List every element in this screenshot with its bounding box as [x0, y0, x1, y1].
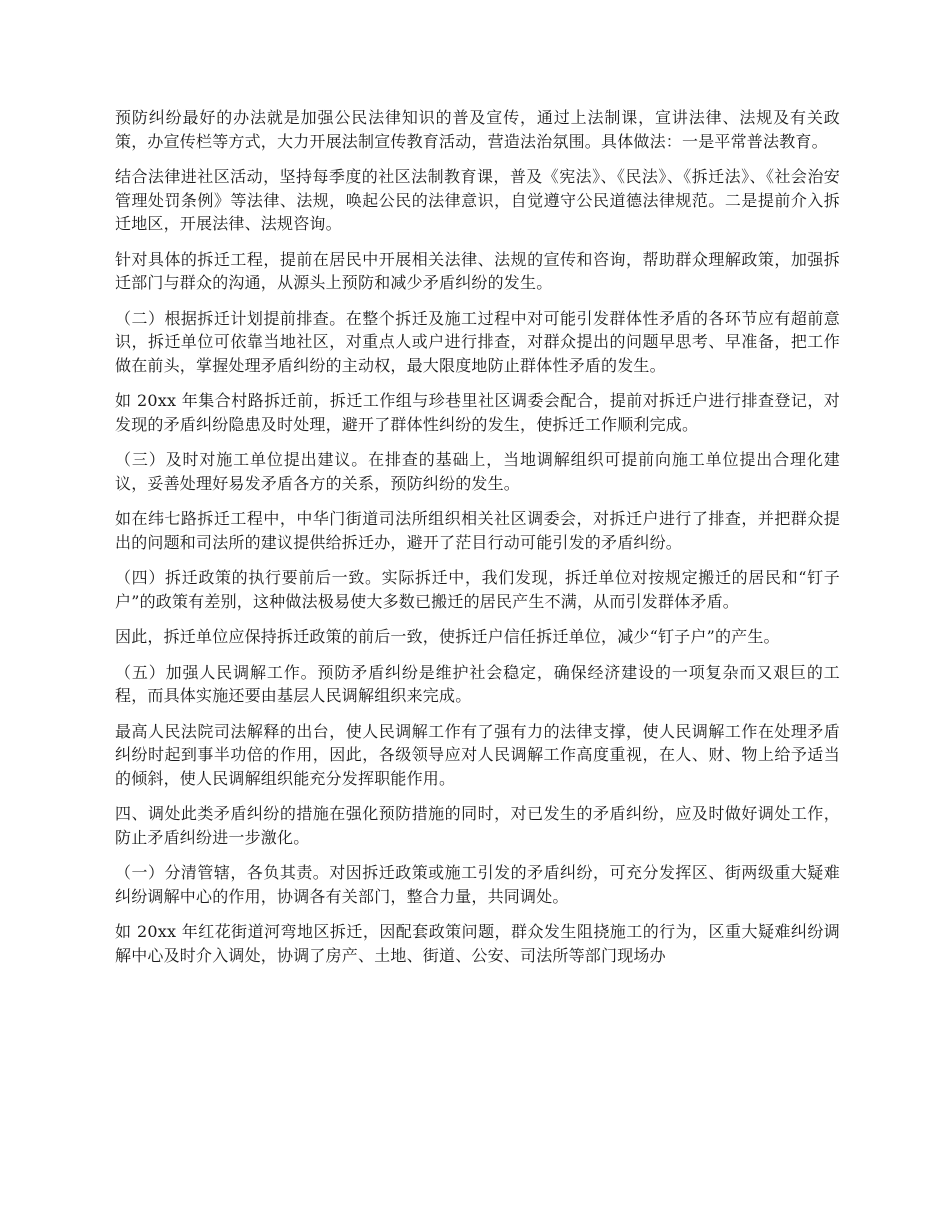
paragraph-12: 四、调处此类矛盾纠纷的措施在强化预防措施的同时，对已发生的矛盾纠纷，应及时做好调处工作，防止矛盾纠纷进一步激化。 — [115, 804, 840, 847]
paragraph-9: 因此，拆迁单位应保持拆迁政策的前后一致，使拆迁户信任拆迁单位，减少“钉子户”的产生。 — [115, 627, 780, 646]
paragraph-2: 结合法律进社区活动，坚持每季度的社区法制教育课，普及《宪法》、《民法》、《拆迁法》、《社会治安管理处罚条例》等法律、法规，唤起公民的法律意识，自觉遵守公民道德法律规范。二是提前介入拆迁地区，开展法律、法规咨询。 — [115, 167, 840, 233]
paragraph-14: 如 20xx 年红花街道河弯地区拆迁，因配套政策问题，群众发生阻挠施工的行为，区重大疑难纠纷调解中心及时介入调处，协调了房产、土地、街道、公安、司法所等部门现场办 — [115, 922, 840, 965]
paragraph-10: （五）加强人民调解工作。预防矛盾纠纷是维护社会稳定，确保经济建设的一项复杂而又艰巨的工程，而具体实施还要由基层人民调解组织来完成。 — [115, 662, 840, 705]
paragraph-4: （二）根据拆迁计划提前排查。在整个拆迁及施工过程中对可能引发群体性矛盾的各环节应有超前意识，拆迁单位可依靠当地社区，对重点人或户进行排查，对群众提出的问题早思考、早准备，把工作做在前头，掌握处理矛盾纠纷的主动权，最大限度地防止群体性矛盾的发生。 — [115, 308, 840, 375]
paragraph-1: 预防纠纷最好的办法就是加强公民法律知识的普及宣传，通过上法制课，宣讲法律、法规及有关政策，办宣传栏等方式，大力开展法制宣传教育活动，营造法治氛围。具体做法：一是平常普法教育。 — [115, 108, 840, 151]
paragraph-6: （三）及时对施工单位提出建议。在排查的基础上，当地调解组织可提前向施工单位提出合理化建议，妥善处理好易发矛盾各方的关系，预防纠纷的发生。 — [115, 450, 840, 493]
paragraph-11: 最高人民法院司法解释的出台，使人民调解工作有了强有力的法律支撑，使人民调解工作在处理矛盾纠纷时起到事半功倍的作用，因此，各级领导应对人民调解工作高度重视，在人、财、物上给予适当的倾斜，使人民调解组织能充分发挥职能作用。 — [115, 721, 840, 788]
paragraph-13: （一）分清管辖，各负其责。对因拆迁政策或施工引发的矛盾纠纷，可充分发挥区、街两级重大疑难纠纷调解中心的作用，协调各有关部门，整合力量，共同调处。 — [115, 863, 840, 906]
document-page — [115, 106, 840, 979]
paragraph-3: 针对具体的拆迁工程，提前在居民中开展相关法律、法规的宣传和咨询，帮助群众理解政策，加强拆迁部门与群众的沟通，从源头上预防和减少矛盾纠纷的发生。 — [115, 249, 840, 292]
paragraph-7: 如在纬七路拆迁工程中，中华门街道司法所组织相关社区调委会，对拆迁户进行了排查，并把群众提出的问题和司法所的建议提供给拆迁办，避开了茫目行动可能引发的矛盾纠纷。 — [115, 509, 840, 552]
paragraph-8: （四）拆迁政策的执行要前后一致。实际拆迁中，我们发现，拆迁单位对按规定搬迁的居民和“钉子户”的政策有差别，这种做法极易使大多数已搬迁的居民产生不满，从而引发群体矛盾。 — [115, 568, 840, 611]
paragraph-5: 如 20xx 年集合村路拆迁前，拆迁工作组与珍巷里社区调委会配合，提前对拆迁户进行排查登记，对发现的矛盾纠纷隐患及时处理，避开了群体性纠纷的发生，使拆迁工作顺利完成。 — [115, 391, 840, 434]
